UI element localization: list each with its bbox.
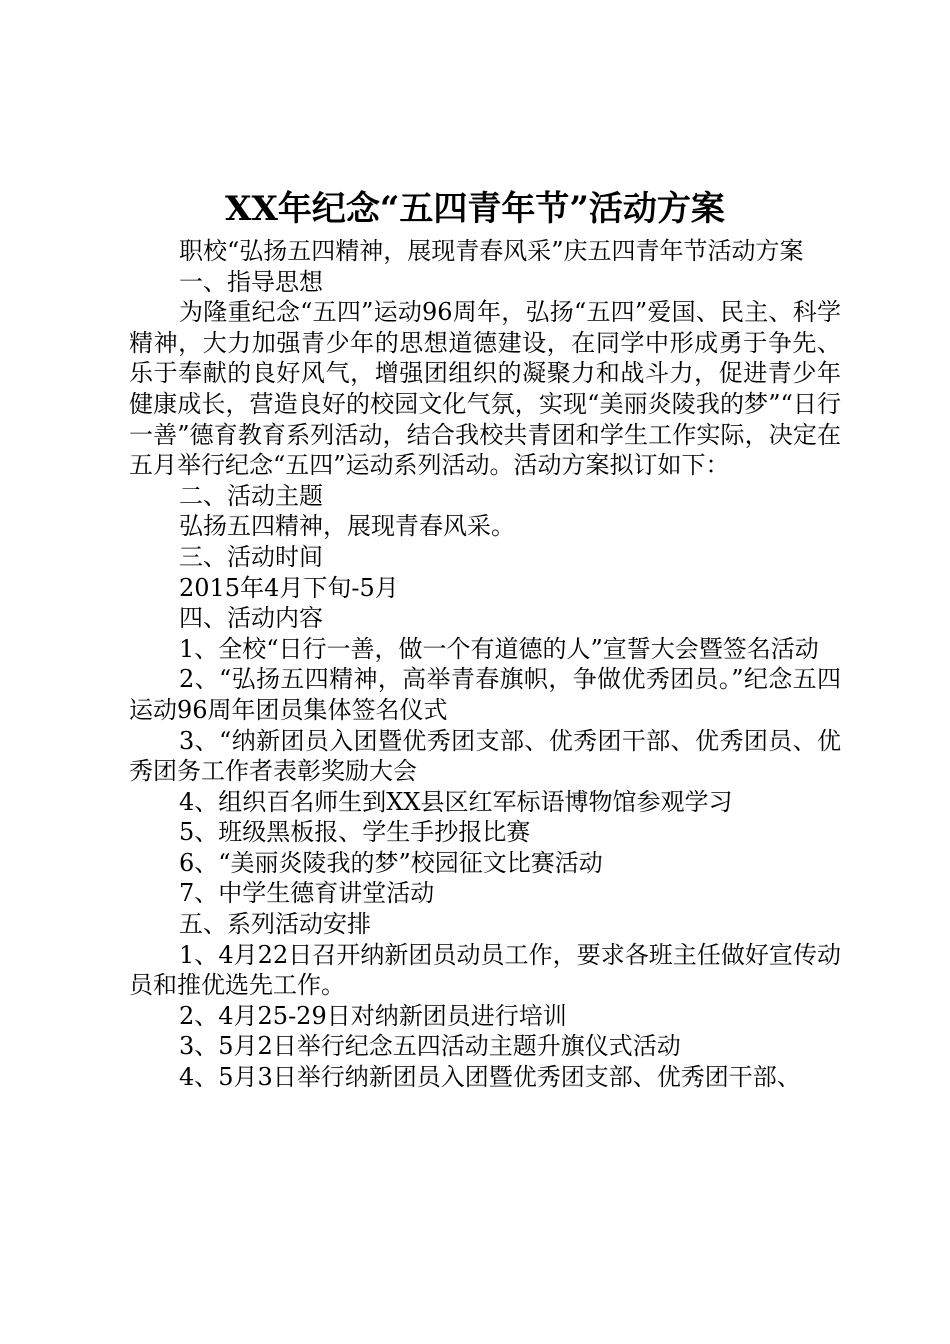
section-heading-schedule: 五、系列活动安排 xyxy=(179,910,371,939)
list-item-content-7: 7、中学生德育讲堂活动 xyxy=(179,879,435,908)
list-item-content-3: 3、“纳新团员入团暨优秀团支部、优秀团干部、优秀团员、优秀团务工作者表彰奖励大会 xyxy=(129,726,841,786)
section-heading-theme: 二、活动主题 xyxy=(179,481,323,510)
list-item-schedule-4: 4、5月3日举行纳新团员入团暨优秀团支部、优秀团干部、 xyxy=(179,1063,801,1092)
section-heading-content: 四、活动内容 xyxy=(179,604,323,633)
paragraph-theme: 弘扬五四精神，展现青春风采。 xyxy=(179,512,515,541)
list-item-content-2: 2、“弘扬五四精神，高举青春旗帜，争做优秀团员。”纪念五四运动96周年团员集体签名仪式 xyxy=(129,665,841,724)
paragraph-intro: 职校“弘扬五四精神，展现青春风采”庆五四青年节活动方案 xyxy=(179,237,804,265)
document-title: XX年纪念“五四青年节”活动方案 xyxy=(225,189,725,229)
list-item-schedule-2: 2、4月25-29日对纳新团员进行培训 xyxy=(179,1001,567,1030)
list-item-content-4: 4、组织百名师生到XX县区红军标语博物馆参观学习 xyxy=(179,787,733,816)
list-item-schedule-1: 1、4月22日召开纳新团员动员工作，要求各班主任做好宣传动员和推优选先工作。 xyxy=(129,940,841,1000)
list-item-content-5: 5、班级黑板报、学生手抄报比赛 xyxy=(179,818,531,847)
paragraph-guiding-thought: 为隆重纪念“五四”运动96周年，弘扬“五四”爱国、民主、科学精神，大力加强青少年的思想道德建设，在同学中形成勇于争先、乐于奉献的良好风气，增强团组织的凝聚力和战斗力，促进青少年健康成长，营造良好的校园文化气氛，实现“美丽炎陵我的梦”“日行一善”德育教育系列活动，结合我校共青团和学生工作实际，决定在五月举行纪念“五四”运动系列活动。活动方案拟订如下： xyxy=(129,298,841,480)
paragraph-time: 2015年4月下旬-5月 xyxy=(179,573,399,602)
document-body xyxy=(129,236,841,1093)
section-heading-guiding-thought: 一、指导思想 xyxy=(179,267,323,296)
list-item-schedule-3: 3、5月2日举行纪念五四活动主题升旗仪式活动 xyxy=(179,1032,681,1061)
list-item-content-6: 6、“美丽炎陵我的梦”校园征文比赛活动 xyxy=(179,848,603,877)
list-item-content-1: 1、全校“日行一善，做一个有道德的人”宣誓大会暨签名活动 xyxy=(179,634,819,663)
section-heading-time: 三、活动时间 xyxy=(179,542,323,571)
